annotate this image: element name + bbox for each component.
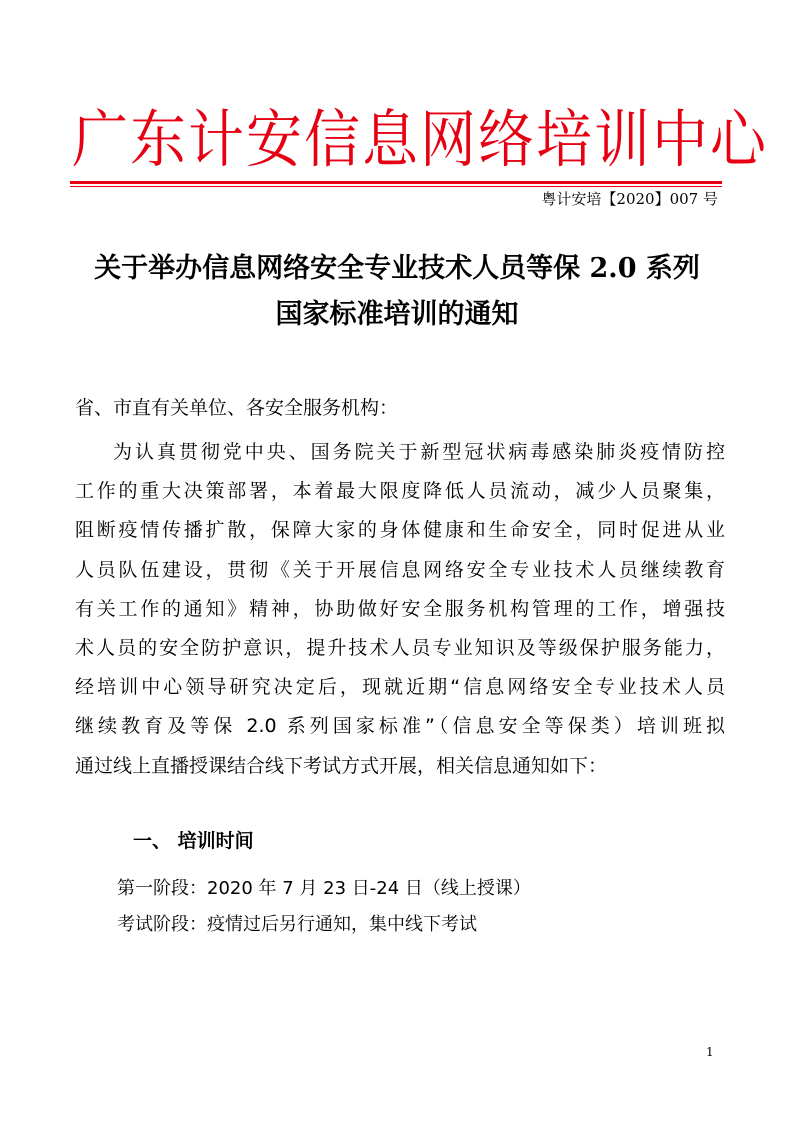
schedule-line-phase-one: 第一阶段：2020 年 7 月 23 日-24 日（线上授课）: [117, 878, 531, 899]
body-line: 继续教育及等保 2.0 系列国家标准”（信息安全等保类）培训班拟: [75, 715, 725, 738]
body-line: 通过线上直播授课结合线下考试方式开展，相关信息通知如下：: [75, 754, 608, 777]
body-paragraph: [75, 433, 725, 786]
body-line: 术人员的安全防护意识，提升技术人员专业知识及等级保护服务能力，: [75, 636, 725, 659]
body-line: 工作的重大决策部署，本着最大限度降低人员流动，减少人员聚集，: [75, 480, 725, 503]
schedule-line-exam-phase: 考试阶段：疫情过后另行通知，集中线下考试: [117, 914, 477, 935]
body-line: 为认真贯彻党中央、国务院关于新型冠状病毒感染肺炎疫情防控: [113, 441, 725, 463]
letterhead-org-name: 广东计安信息网络培训中心: [72, 103, 768, 177]
body-line: 阻断疫情传播扩散，保障大家的身体健康和生命安全，同时促进从业: [75, 519, 725, 542]
section-heading-training-time: 一、 培训时间: [133, 830, 254, 852]
body-line: 有关工作的通知》精神，协助做好安全服务机构管理的工作，增强技: [75, 597, 725, 620]
document-title: [64, 246, 730, 338]
salutation: 省、市直有关单位、各安全服务机构：: [75, 397, 399, 419]
letterhead-red-rule-thin: [70, 186, 722, 187]
document-number: 粤计安培【2020】007 号: [541, 190, 718, 208]
document-title-line: 关于举办信息网络安全专业技术人员等保 2.0 系列: [94, 253, 700, 284]
document-title-line: 国家标准培训的通知: [275, 299, 519, 330]
page-number: 1: [706, 1045, 714, 1059]
letterhead-red-rule-thick: [70, 181, 722, 184]
body-line: 人员队伍建设，贯彻《关于开展信息网络安全专业技术人员继续教育: [75, 558, 725, 581]
body-line: 经培训中心领导研究决定后，现就近期“信息网络安全专业技术人员: [75, 676, 725, 699]
